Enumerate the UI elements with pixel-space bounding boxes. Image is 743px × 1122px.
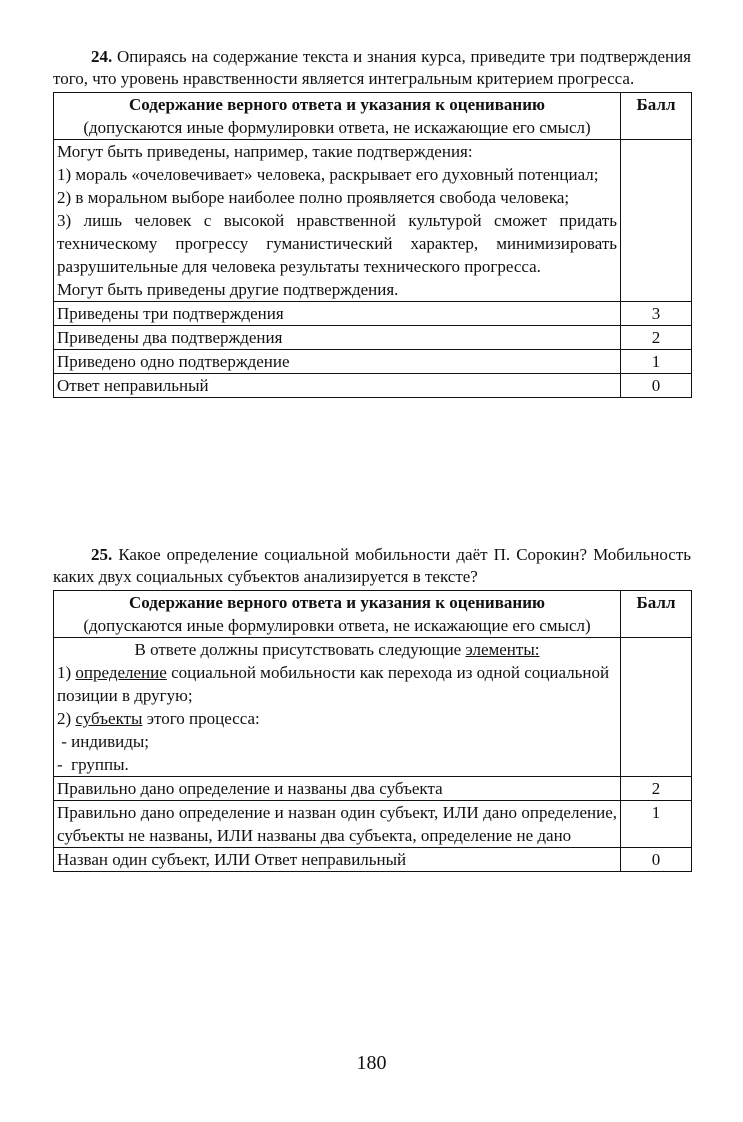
task-24-number: 24.: [91, 47, 113, 66]
criterion-score: 3: [621, 302, 692, 326]
answer-intro-text: В ответе должны присутствовать следующие: [134, 640, 466, 659]
answer-row: [54, 638, 692, 777]
header-score-cell: [621, 591, 692, 638]
table-row: [54, 374, 692, 398]
answer-point-1: [57, 661, 617, 707]
header-score-label: Балл: [636, 593, 676, 612]
header-content-subtitle: (допускаются иные формулировки ответа, не искажающие его смысл): [83, 118, 591, 137]
answer-point-3: 3) лишь человек с высокой нравственной культурой сможет придать техническому прогрессу гуманистический характер, минимизировать разрушительные для человека результаты технического прогресса.: [57, 211, 617, 276]
answer-cell: [54, 638, 621, 777]
criterion-score: 0: [621, 848, 692, 872]
answer-intro: Могут быть приведены, например, такие подтверждения:: [57, 142, 473, 161]
answer-cell: [54, 140, 621, 302]
answer-score-cell: [621, 140, 692, 302]
task-24-question: [53, 46, 691, 90]
criterion-score: 1: [621, 350, 692, 374]
answer-row: [54, 140, 692, 302]
criterion-text: Приведено одно подтверждение: [54, 350, 621, 374]
point-1-keyword: определение: [75, 663, 167, 682]
criterion-text: Назван один субъект, ИЛИ Ответ неправильный: [54, 848, 621, 872]
answer-intro: [57, 638, 617, 661]
task-25-table: [53, 590, 692, 872]
table-row: [54, 350, 692, 374]
answer-point-1: 1) мораль «очеловечивает» человека, раскрывает его духовный потенциал;: [57, 165, 599, 184]
answer-point-2: 2) в моральном выборе наиболее полно проявляется свобода человека;: [57, 188, 570, 207]
task-25: [53, 544, 691, 872]
criterion-score: 2: [621, 326, 692, 350]
table-row: [54, 848, 692, 872]
header-score-cell: [621, 93, 692, 140]
point-2-text: этого процесса:: [142, 709, 260, 728]
task-25-question-text: Какое определение социальной мобильности даёт П. Сорокин? Мобильность каких двух социальных субъектов анализируется в тексте?: [53, 545, 692, 586]
criterion-text: Приведены два подтверждения: [54, 326, 621, 350]
criterion-text: Приведены три подтверждения: [54, 302, 621, 326]
answer-score-cell: [621, 638, 692, 777]
answer-outro: Могут быть приведены другие подтверждения.: [57, 280, 399, 299]
answer-sub-point-2: - группы.: [57, 755, 129, 774]
criterion-score: 2: [621, 777, 692, 801]
criterion-score: 0: [621, 374, 692, 398]
answer-point-2: [57, 707, 617, 730]
header-content-cell: [54, 93, 621, 140]
header-content-title: Содержание верного ответа и указания к оцениванию: [129, 95, 545, 114]
header-content-cell: [54, 591, 621, 638]
table-row: [54, 326, 692, 350]
point-1-prefix: 1): [57, 663, 76, 682]
criterion-text: Правильно дано определение и назван один субъект, ИЛИ дано определение, субъекты не названы, ИЛИ названы два субъекта, определение не дано: [54, 801, 621, 848]
table-row: [54, 801, 692, 848]
criterion-text: Правильно дано определение и названы два субъекта: [54, 777, 621, 801]
header-content-subtitle: (допускаются иные формулировки ответа, не искажающие его смысл): [83, 616, 591, 635]
page-number: 180: [356, 1052, 387, 1074]
task-24: [53, 46, 691, 398]
point-2-prefix: 2): [57, 709, 76, 728]
task-25-question: [53, 544, 691, 588]
table-row: [54, 302, 692, 326]
table-header-row: [54, 591, 692, 638]
header-score-label: Балл: [636, 95, 676, 114]
task-24-table: [53, 92, 692, 398]
table-row: [54, 777, 692, 801]
criterion-text: Ответ неправильный: [54, 374, 621, 398]
answer-sub-point-1: - индивиды;: [57, 732, 150, 751]
point-2-keyword: субъекты: [75, 709, 143, 728]
task-24-question-text: Опираясь на содержание текста и знания курса, приведите три подтверждения того, что уровень нравственности является интегральным критерием прогресса.: [53, 47, 692, 88]
task-25-number: 25.: [91, 545, 113, 564]
answer-intro-underlined: элементы:: [465, 640, 540, 659]
table-header-row: [54, 93, 692, 140]
criterion-score: 1: [621, 801, 692, 848]
header-content-title: Содержание верного ответа и указания к оцениванию: [129, 593, 545, 612]
point-1-text: социальной мобильности как перехода из одной социальной позиции в другую;: [57, 663, 610, 705]
